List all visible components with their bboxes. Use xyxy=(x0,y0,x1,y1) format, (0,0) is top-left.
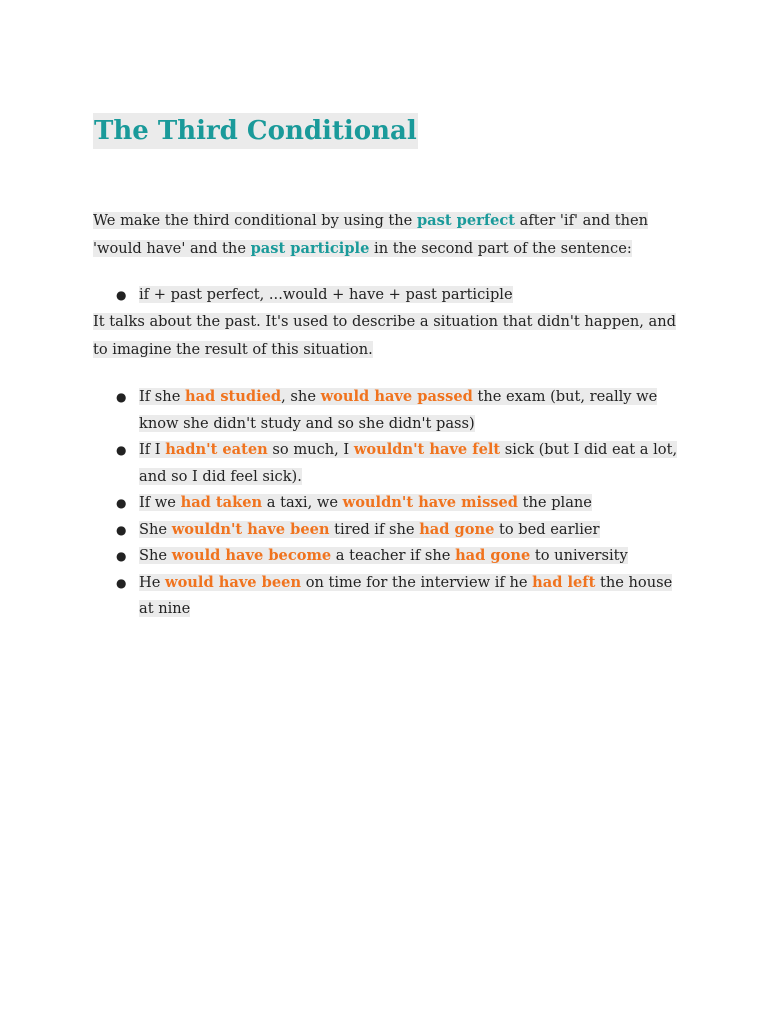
example-text: She xyxy=(139,547,172,564)
example-text: the plane xyxy=(518,494,592,511)
examples-list xyxy=(93,384,683,623)
example-text: tired if she xyxy=(329,520,420,538)
bullet-icon: ● xyxy=(116,496,127,510)
example-text: She xyxy=(139,520,172,538)
example-text: a taxi, we xyxy=(262,494,343,511)
formula-text: if + past perfect, ...would + have + past participle xyxy=(139,286,513,303)
page-title: The Third Conditional xyxy=(93,113,418,149)
example-keyword: would have passed xyxy=(320,388,473,405)
list-item xyxy=(93,570,683,623)
example-keyword: hadn't eaten xyxy=(165,441,268,458)
intro-text-3: in the second part of the sentence: xyxy=(369,240,632,257)
intro-text-2: after 'if' and then 'would have' and the xyxy=(93,212,649,257)
example-keyword: had gone xyxy=(455,547,531,564)
example-text: He xyxy=(139,573,166,591)
list-item xyxy=(93,384,683,437)
example-text: a teacher if she xyxy=(331,547,456,564)
keyword-past-participle: past participle xyxy=(250,240,370,257)
bullet-icon: ● xyxy=(116,443,127,457)
example-text: the house at nine xyxy=(139,573,673,617)
example-keyword: had studied xyxy=(184,388,282,405)
example-text: If we xyxy=(139,494,181,511)
example-text: the exam (but, really we know she didn't study and so she didn't pass) xyxy=(139,388,658,432)
example-text: If I xyxy=(139,441,166,458)
explanation-text: It talks about the past. It's used to describe a situation that didn't happen, and to imagine the result of this situation. xyxy=(93,313,676,358)
bullet-icon: ● xyxy=(116,575,127,590)
list-item xyxy=(93,437,683,490)
list-item xyxy=(93,517,683,544)
example-keyword: had taken xyxy=(180,494,263,511)
example-text: on time for the interview if he xyxy=(301,573,533,591)
list-item xyxy=(93,490,683,517)
example-keyword: wouldn't have felt xyxy=(353,441,501,458)
formula-list xyxy=(93,282,683,309)
intro-text-1: We make the third conditional by using the xyxy=(93,212,417,229)
example-text: If she xyxy=(139,388,185,405)
example-text: to university xyxy=(530,547,628,564)
formula-bullet xyxy=(93,282,683,309)
example-keyword: would have been xyxy=(165,573,302,591)
example-text: sick (but I did eat a lot, and so I did feel sick). xyxy=(139,441,678,485)
example-text: , she xyxy=(281,388,321,405)
example-text: so much, I xyxy=(267,441,354,458)
keyword-past-perfect: past perfect xyxy=(416,212,516,229)
example-keyword: had gone xyxy=(419,520,495,538)
list-item xyxy=(93,543,683,570)
example-keyword: had left xyxy=(532,573,596,591)
example-keyword: wouldn't have been xyxy=(171,520,330,538)
intro-paragraph xyxy=(93,207,683,263)
bullet-icon: ● xyxy=(116,288,127,302)
bullet-icon: ● xyxy=(116,390,127,404)
example-keyword: wouldn't have missed xyxy=(342,494,519,511)
example-keyword: would have become xyxy=(171,547,332,564)
explanation-paragraph xyxy=(93,308,683,364)
bullet-icon: ● xyxy=(116,549,127,563)
example-text: to bed earlier xyxy=(494,520,600,538)
bullet-icon: ● xyxy=(116,522,127,537)
